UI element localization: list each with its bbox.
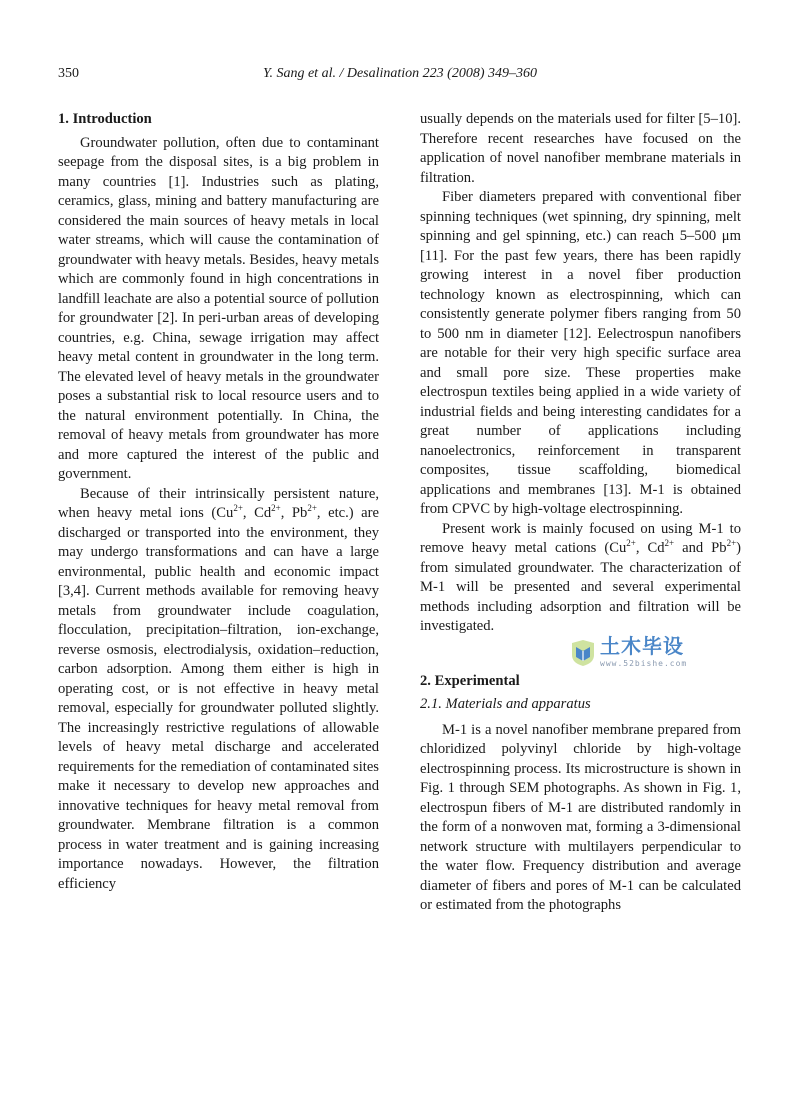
text-run: , Pb — [280, 505, 308, 521]
paragraph: M-1 is a novel nanofiber membrane prepared from chloridized polyvinyl chloride by high-voltage electrospinning process. Its microstructure is shown in Fig. 1 through SEM photographs. As shown in Fig. 1, electrospun fibers of M-1 are distributed randomly in the form of a nonwoven mat, forming a 3-dimensional network structure with multilayers perpendicular to the water flow. Frequency distribution and average diameter of fibers and pores of M-1 can be calculated or estimated from the photographs — [420, 721, 741, 913]
text-run: ) from simulated groundwater. The characterization of M-1 will be presented and several experimental methods including adsorption and filtration will be investigated. — [420, 540, 742, 634]
watermark-text: 土木毕设 — [600, 633, 684, 658]
text-run: Because of their intrinsically persistent nature, when heavy metal ions (Cu — [58, 485, 379, 521]
text-run: , Cd — [635, 540, 665, 556]
journal-reference: Y. Sang et al. / Desalination 223 (2008) 349–360 — [262, 66, 538, 81]
superscript: 2+ — [271, 503, 281, 513]
page-number: 350 — [58, 66, 79, 81]
section-heading-experimental: 2. Experimental — [420, 672, 520, 689]
paragraph: Groundwater pollution, often due to contaminant seepage from the disposal sites, is a big problem in many countries [1]. Industries such as plating, ceramics, glass, mining and battery manufacturing are considered the main sources of heavy metals in local water streams, which will cause the contamination of groundwater with heavy metals. Besides, heavy metals which are commonly found in high concentrations in landfill leachate are also a potential source of pollution for groundwater [2]. In peri-urban areas of developing countries, e.g. China, sewage irrigation may affect heavy metal content in groundwater in the long term. The elevated level of heavy metals in the groundwater poses a substantial risk to local resource users and to the natural environment potentially. In China, the removal of heavy metals from groundwater has more and more captured the interest of the public and government. — [58, 134, 379, 482]
shield-book-logo-icon — [570, 639, 596, 667]
paragraph: usually depends on the materials used for filter [5–10]. Therefore recent researches have focused on the application of novel nanofiber membrane materials in filtration. — [420, 111, 741, 186]
watermark-url: www.52bishe.com — [600, 658, 688, 668]
running-head — [58, 66, 742, 84]
text-run: and Pb — [674, 540, 727, 556]
section-heading-introduction: 1. Introduction — [58, 111, 152, 127]
superscript: 2+ — [726, 538, 737, 548]
paragraph — [420, 520, 741, 637]
superscript: 2+ — [233, 503, 243, 513]
left-column — [58, 110, 379, 894]
right-column — [420, 110, 741, 916]
paragraph: Fiber diameters prepared with conventional fiber spinning techniques (wet spinning, dry spinning, melt spinning and gel spinning, etc.) can reach 5–500 μm [11]. For the past few years, there has been rapidly growing interest in a novel fiber production technology known as electrospinning, which can consistently generate polymer fibers ranging from 50 to 500 nm in diameter [12]. Eelectrospun nanofibers are notable for their very high specific surface area and small pore size. These properties make electrospun textiles being applied in a wide variety of industrial fields and being interesting candidates for a great number of applications including nanoelectronics, reinforcement in transparent composites, tissue scaffolding, biomedical applications and membranes [13]. M-1 is obtained from CPVC by high-voltage electrospinning. — [420, 189, 741, 517]
paragraph — [58, 485, 379, 895]
watermark — [570, 633, 740, 671]
superscript: 2+ — [307, 503, 317, 513]
text-run: Present work is mainly focused on using M-1 to remove heavy metal cations (Cu — [420, 520, 741, 556]
superscript: 2+ — [626, 538, 636, 548]
text-run: , etc.) are discharged or transported into the environment, they may undergo transformations and can have a large environmental, public health and economic impact [3,4]. Current methods available for removing heavy metals from groundwater include coagulation, flocculation, precipitation–filtration, ion-exchange, reverse osmosis, electrodialysis, oxidation–reduction, carbon adsorption. Among them either is high in operating cost, or is not effective in heavy metal removal, especially for groundwater polluted slightly. The increasingly restrictive regulations of allowable levels of heavy metal discharge and accelerated requirements for the remediation of contaminated sites make it necessary to develop new approaches and innovative techniques for heavy metal removal from groundwater. Membrane filtration is a common process in water treatment and is gaining increasing importance nowadays. However, the filtration efficiency — [58, 505, 379, 892]
text-run: , Cd — [242, 505, 272, 521]
superscript: 2+ — [664, 538, 675, 548]
subsection-heading-materials: 2.1. Materials and apparatus — [420, 696, 591, 712]
section-spacer — [420, 633, 741, 672]
